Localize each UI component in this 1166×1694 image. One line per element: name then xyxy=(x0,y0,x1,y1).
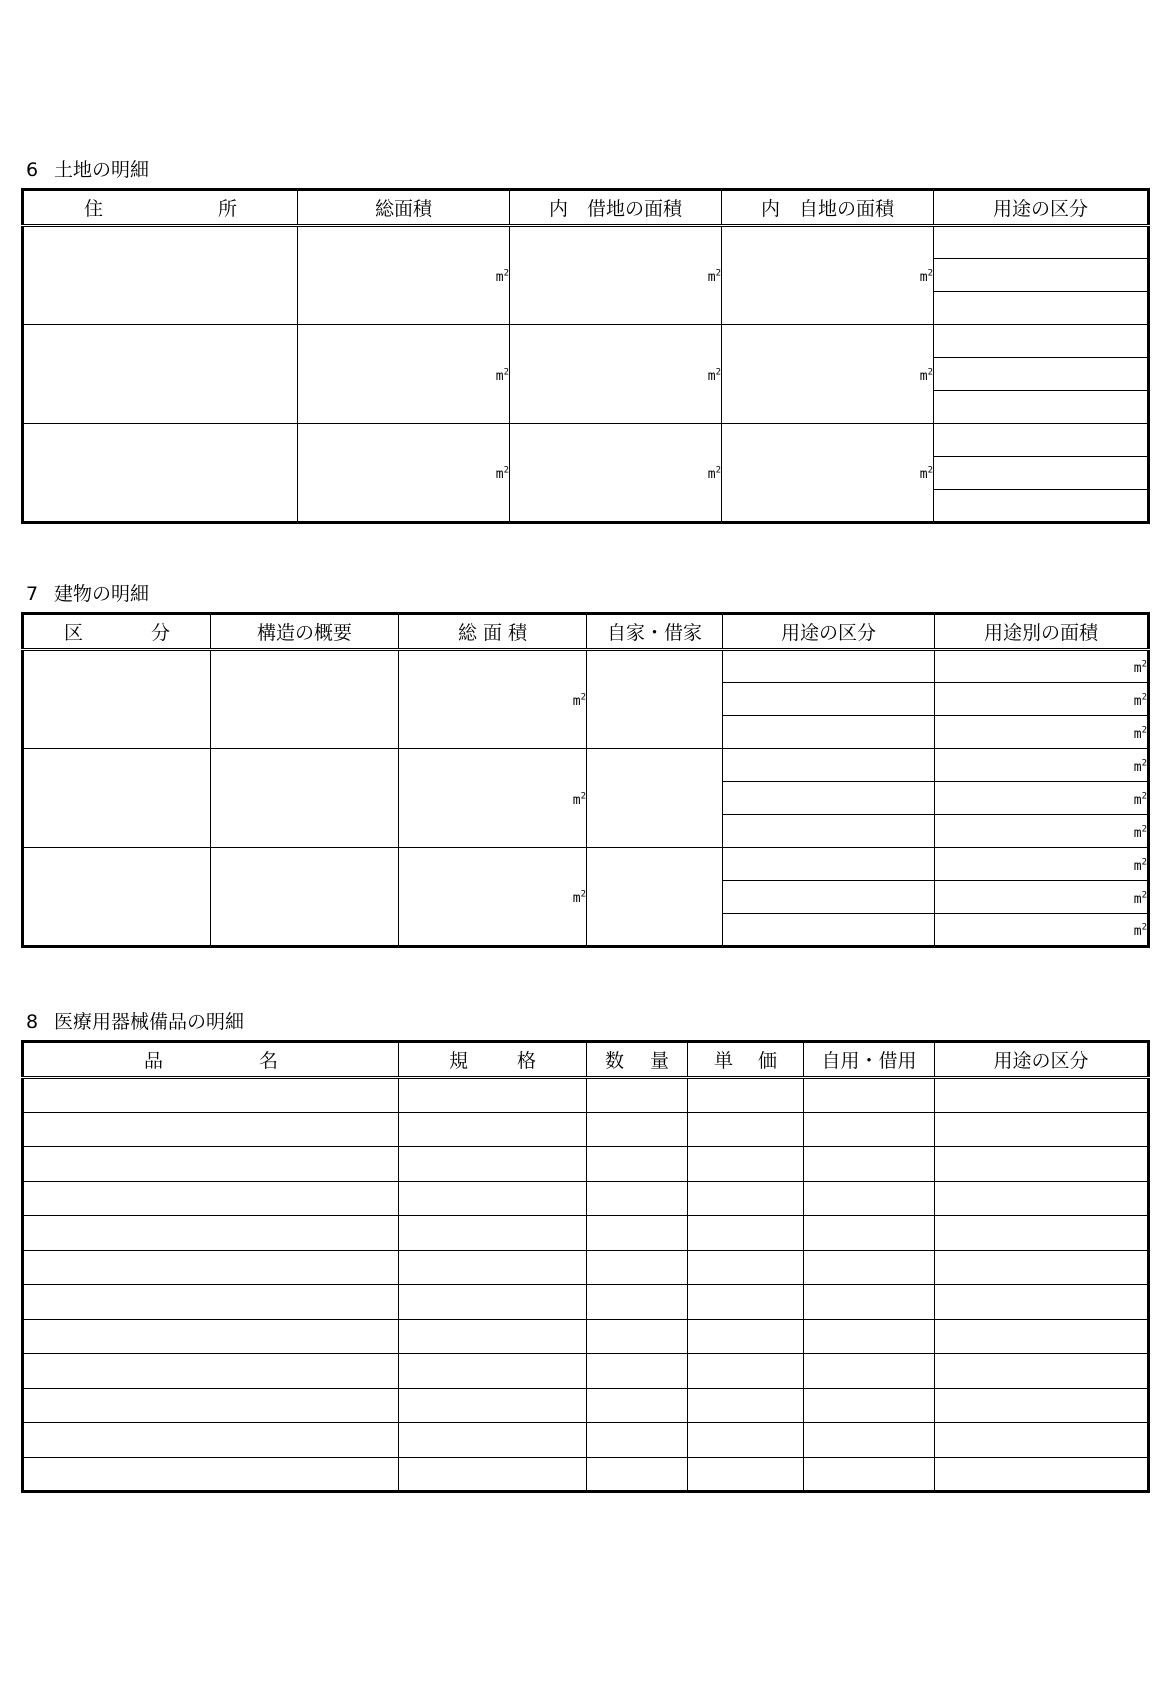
equipment-header-row xyxy=(23,1042,1149,1078)
equipment-section-label: 医療用器械備品の明細 xyxy=(54,1011,245,1033)
square-meter-unit: $m^2$ xyxy=(1133,758,1147,775)
building-use-cell[interactable] xyxy=(723,881,935,914)
equipment-name-cell[interactable] xyxy=(23,1250,399,1285)
equipment-name-cell[interactable] xyxy=(23,1216,399,1251)
equipment-spec-cell[interactable] xyxy=(399,1388,587,1423)
equipment-qty-cell[interactable] xyxy=(587,1423,688,1458)
equipment-spec-cell[interactable] xyxy=(399,1423,587,1458)
equipment-own-lease-cell[interactable] xyxy=(804,1285,935,1320)
building-section-title xyxy=(26,582,149,606)
equipment-name-cell[interactable] xyxy=(23,1354,399,1389)
equipment-price-cell[interactable] xyxy=(688,1147,804,1182)
land-section-label: 土地の明細 xyxy=(54,159,150,181)
building-use-area-cell[interactable] xyxy=(935,782,1149,815)
equipment-section-title xyxy=(26,1010,244,1034)
equipment-section-number: 8 xyxy=(26,1011,39,1033)
land-header-leased-area: 内 借地の面積 xyxy=(510,190,722,226)
building-section-label: 建物の明細 xyxy=(54,583,150,605)
building-header-own-rent: 自家・借家 xyxy=(587,614,723,650)
equipment-row xyxy=(23,1181,1149,1216)
equipment-spec-cell[interactable] xyxy=(399,1216,587,1251)
building-row xyxy=(23,848,1149,881)
equipment-spec-cell[interactable] xyxy=(399,1181,587,1216)
equipment-row xyxy=(23,1216,1149,1251)
land-row xyxy=(23,424,1149,457)
equipment-own-lease-cell[interactable] xyxy=(804,1388,935,1423)
land-leased-area-cell[interactable] xyxy=(510,424,722,523)
land-header-row xyxy=(23,190,1149,226)
equipment-header-own-lease: 自用・借用 xyxy=(804,1042,935,1078)
equipment-spec-cell[interactable] xyxy=(399,1319,587,1354)
building-row xyxy=(23,650,1149,683)
equipment-own-lease-cell[interactable] xyxy=(804,1216,935,1251)
square-meter-unit: $m^2$ xyxy=(572,692,586,709)
land-table xyxy=(21,188,1150,524)
building-own-rent-cell[interactable] xyxy=(587,749,723,848)
building-header-use: 用途の区分 xyxy=(723,614,935,650)
equipment-row xyxy=(23,1285,1149,1320)
equipment-use-cell[interactable] xyxy=(935,1112,1149,1147)
equipment-price-cell[interactable] xyxy=(688,1423,804,1458)
equipment-name-cell[interactable] xyxy=(23,1319,399,1354)
equipment-use-cell[interactable] xyxy=(935,1319,1149,1354)
building-header-row xyxy=(23,614,1149,650)
building-use-area-cell[interactable] xyxy=(935,650,1149,683)
equipment-qty-cell[interactable] xyxy=(587,1112,688,1147)
building-own-rent-cell[interactable] xyxy=(587,848,723,947)
building-class-cell[interactable] xyxy=(23,848,211,947)
equipment-own-lease-cell[interactable] xyxy=(804,1457,935,1492)
square-meter-unit: $m^2$ xyxy=(495,268,509,285)
equipment-price-cell[interactable] xyxy=(688,1112,804,1147)
square-meter-unit: $m^2$ xyxy=(707,367,721,384)
equipment-own-lease-cell[interactable] xyxy=(804,1181,935,1216)
building-use-cell[interactable] xyxy=(723,782,935,815)
equipment-use-cell[interactable] xyxy=(935,1147,1149,1182)
equipment-header-price: 単 価 xyxy=(688,1042,804,1078)
equipment-own-lease-cell[interactable] xyxy=(804,1250,935,1285)
land-leased-area-cell[interactable] xyxy=(510,226,722,325)
equipment-price-cell[interactable] xyxy=(688,1388,804,1423)
building-use-cell[interactable] xyxy=(723,683,935,716)
square-meter-unit: $m^2$ xyxy=(1133,692,1147,709)
building-structure-cell[interactable] xyxy=(211,650,399,749)
equipment-use-cell[interactable] xyxy=(935,1216,1149,1251)
building-header-class: 区 分 xyxy=(23,614,211,650)
square-meter-unit: $m^2$ xyxy=(1133,922,1147,939)
equipment-price-cell[interactable] xyxy=(688,1285,804,1320)
square-meter-unit: $m^2$ xyxy=(1133,659,1147,676)
building-class-cell[interactable] xyxy=(23,749,211,848)
equipment-name-cell[interactable] xyxy=(23,1112,399,1147)
land-owned-area-cell[interactable] xyxy=(722,424,934,523)
building-use-cell[interactable] xyxy=(723,914,935,947)
building-header-structure: 構造の概要 xyxy=(211,614,399,650)
equipment-qty-cell[interactable] xyxy=(587,1319,688,1354)
building-use-area-cell[interactable] xyxy=(935,683,1149,716)
equipment-spec-cell[interactable] xyxy=(399,1285,587,1320)
equipment-qty-cell[interactable] xyxy=(587,1388,688,1423)
building-use-area-cell[interactable] xyxy=(935,716,1149,749)
land-use-cell[interactable] xyxy=(934,259,1149,292)
equipment-price-cell[interactable] xyxy=(688,1078,804,1113)
land-use-cell[interactable] xyxy=(934,391,1149,424)
land-use-cell[interactable] xyxy=(934,292,1149,325)
equipment-price-cell[interactable] xyxy=(688,1181,804,1216)
land-row xyxy=(23,226,1149,259)
equipment-price-cell[interactable] xyxy=(688,1354,804,1389)
equipment-qty-cell[interactable] xyxy=(587,1216,688,1251)
equipment-name-cell[interactable] xyxy=(23,1147,399,1182)
land-section-title xyxy=(26,158,149,182)
square-meter-unit: $m^2$ xyxy=(1133,824,1147,841)
equipment-spec-cell[interactable] xyxy=(399,1457,587,1492)
equipment-own-lease-cell[interactable] xyxy=(804,1078,935,1113)
land-owned-area-cell[interactable] xyxy=(722,226,934,325)
equipment-use-cell[interactable] xyxy=(935,1181,1149,1216)
equipment-header-qty: 数 量 xyxy=(587,1042,688,1078)
land-header-total-area: 総面積 xyxy=(298,190,510,226)
equipment-row xyxy=(23,1388,1149,1423)
equipment-row xyxy=(23,1319,1149,1354)
building-class-cell[interactable] xyxy=(23,650,211,749)
building-use-cell[interactable] xyxy=(723,716,935,749)
land-row xyxy=(23,325,1149,358)
equipment-row xyxy=(23,1147,1149,1182)
land-address-cell[interactable] xyxy=(23,325,298,424)
equipment-own-lease-cell[interactable] xyxy=(804,1423,935,1458)
land-section-number: 6 xyxy=(26,159,39,181)
equipment-own-lease-cell[interactable] xyxy=(804,1319,935,1354)
building-use-area-cell[interactable] xyxy=(935,815,1149,848)
equipment-row xyxy=(23,1423,1149,1458)
building-header-use-area: 用途別の面積 xyxy=(935,614,1149,650)
equipment-use-cell[interactable] xyxy=(935,1388,1149,1423)
equipment-name-cell[interactable] xyxy=(23,1457,399,1492)
equipment-spec-cell[interactable] xyxy=(399,1354,587,1389)
land-address-cell[interactable] xyxy=(23,226,298,325)
building-total-area-cell[interactable] xyxy=(399,848,587,947)
equipment-qty-cell[interactable] xyxy=(587,1078,688,1113)
land-use-cell[interactable] xyxy=(934,424,1149,457)
equipment-row xyxy=(23,1078,1149,1113)
equipment-spec-cell[interactable] xyxy=(399,1147,587,1182)
land-address-cell[interactable] xyxy=(23,424,298,523)
building-use-cell[interactable] xyxy=(723,749,935,782)
land-leased-area-cell[interactable] xyxy=(510,325,722,424)
equipment-qty-cell[interactable] xyxy=(587,1285,688,1320)
land-use-cell[interactable] xyxy=(934,457,1149,490)
square-meter-unit: $m^2$ xyxy=(707,268,721,285)
square-meter-unit: $m^2$ xyxy=(1133,857,1147,874)
equipment-price-cell[interactable] xyxy=(688,1250,804,1285)
square-meter-unit: $m^2$ xyxy=(495,367,509,384)
building-use-area-cell[interactable] xyxy=(935,914,1149,947)
square-meter-unit: $m^2$ xyxy=(1133,725,1147,742)
building-table xyxy=(21,612,1150,948)
land-use-cell[interactable] xyxy=(934,325,1149,358)
equipment-row xyxy=(23,1112,1149,1147)
square-meter-unit: $m^2$ xyxy=(572,889,586,906)
equipment-header-spec: 規 格 xyxy=(399,1042,587,1078)
building-use-area-cell[interactable] xyxy=(935,848,1149,881)
land-owned-area-cell[interactable] xyxy=(722,325,934,424)
building-use-area-cell[interactable] xyxy=(935,881,1149,914)
equipment-name-cell[interactable] xyxy=(23,1423,399,1458)
square-meter-unit: $m^2$ xyxy=(919,465,933,482)
equipment-qty-cell[interactable] xyxy=(587,1181,688,1216)
square-meter-unit: $m^2$ xyxy=(495,465,509,482)
equipment-qty-cell[interactable] xyxy=(587,1250,688,1285)
equipment-price-cell[interactable] xyxy=(688,1216,804,1251)
land-header-address: 住 所 xyxy=(23,190,298,226)
land-use-cell[interactable] xyxy=(934,226,1149,259)
building-use-cell[interactable] xyxy=(723,650,935,683)
equipment-header-name: 品 名 xyxy=(23,1042,399,1078)
equipment-qty-cell[interactable] xyxy=(587,1354,688,1389)
equipment-qty-cell[interactable] xyxy=(587,1147,688,1182)
equipment-use-cell[interactable] xyxy=(935,1457,1149,1492)
land-header-use: 用途の区分 xyxy=(934,190,1149,226)
square-meter-unit: $m^2$ xyxy=(919,268,933,285)
equipment-table xyxy=(21,1040,1150,1493)
square-meter-unit: $m^2$ xyxy=(919,367,933,384)
equipment-price-cell[interactable] xyxy=(688,1319,804,1354)
building-use-cell[interactable] xyxy=(723,848,935,881)
equipment-use-cell[interactable] xyxy=(935,1250,1149,1285)
equipment-name-cell[interactable] xyxy=(23,1181,399,1216)
equipment-use-cell[interactable] xyxy=(935,1423,1149,1458)
building-row xyxy=(23,749,1149,782)
building-use-area-cell[interactable] xyxy=(935,749,1149,782)
equipment-price-cell[interactable] xyxy=(688,1457,804,1492)
equipment-spec-cell[interactable] xyxy=(399,1250,587,1285)
square-meter-unit: $m^2$ xyxy=(572,791,586,808)
building-own-rent-cell[interactable] xyxy=(587,650,723,749)
equipment-name-cell[interactable] xyxy=(23,1285,399,1320)
equipment-use-cell[interactable] xyxy=(935,1354,1149,1389)
equipment-own-lease-cell[interactable] xyxy=(804,1112,935,1147)
building-structure-cell[interactable] xyxy=(211,848,399,947)
building-header-total-area: 総 面 積 xyxy=(399,614,587,650)
square-meter-unit: $m^2$ xyxy=(1133,791,1147,808)
building-total-area-cell[interactable] xyxy=(399,749,587,848)
land-total-area-cell[interactable] xyxy=(298,424,510,523)
land-total-area-cell[interactable] xyxy=(298,325,510,424)
equipment-spec-cell[interactable] xyxy=(399,1078,587,1113)
building-use-cell[interactable] xyxy=(723,815,935,848)
equipment-row xyxy=(23,1354,1149,1389)
land-total-area-cell[interactable] xyxy=(298,226,510,325)
land-use-cell[interactable] xyxy=(934,358,1149,391)
equipment-own-lease-cell[interactable] xyxy=(804,1354,935,1389)
land-use-cell[interactable] xyxy=(934,490,1149,523)
square-meter-unit: $m^2$ xyxy=(1133,890,1147,907)
building-section-number: 7 xyxy=(26,583,39,605)
equipment-qty-cell[interactable] xyxy=(587,1457,688,1492)
equipment-own-lease-cell[interactable] xyxy=(804,1147,935,1182)
square-meter-unit: $m^2$ xyxy=(707,465,721,482)
equipment-row xyxy=(23,1250,1149,1285)
equipment-use-cell[interactable] xyxy=(935,1285,1149,1320)
equipment-row xyxy=(23,1457,1149,1492)
equipment-name-cell[interactable] xyxy=(23,1388,399,1423)
equipment-header-use: 用途の区分 xyxy=(935,1042,1149,1078)
building-total-area-cell[interactable] xyxy=(399,650,587,749)
land-header-owned-area: 内 自地の面積 xyxy=(722,190,934,226)
building-structure-cell[interactable] xyxy=(211,749,399,848)
equipment-spec-cell[interactable] xyxy=(399,1112,587,1147)
equipment-use-cell[interactable] xyxy=(935,1078,1149,1113)
equipment-name-cell[interactable] xyxy=(23,1078,399,1113)
